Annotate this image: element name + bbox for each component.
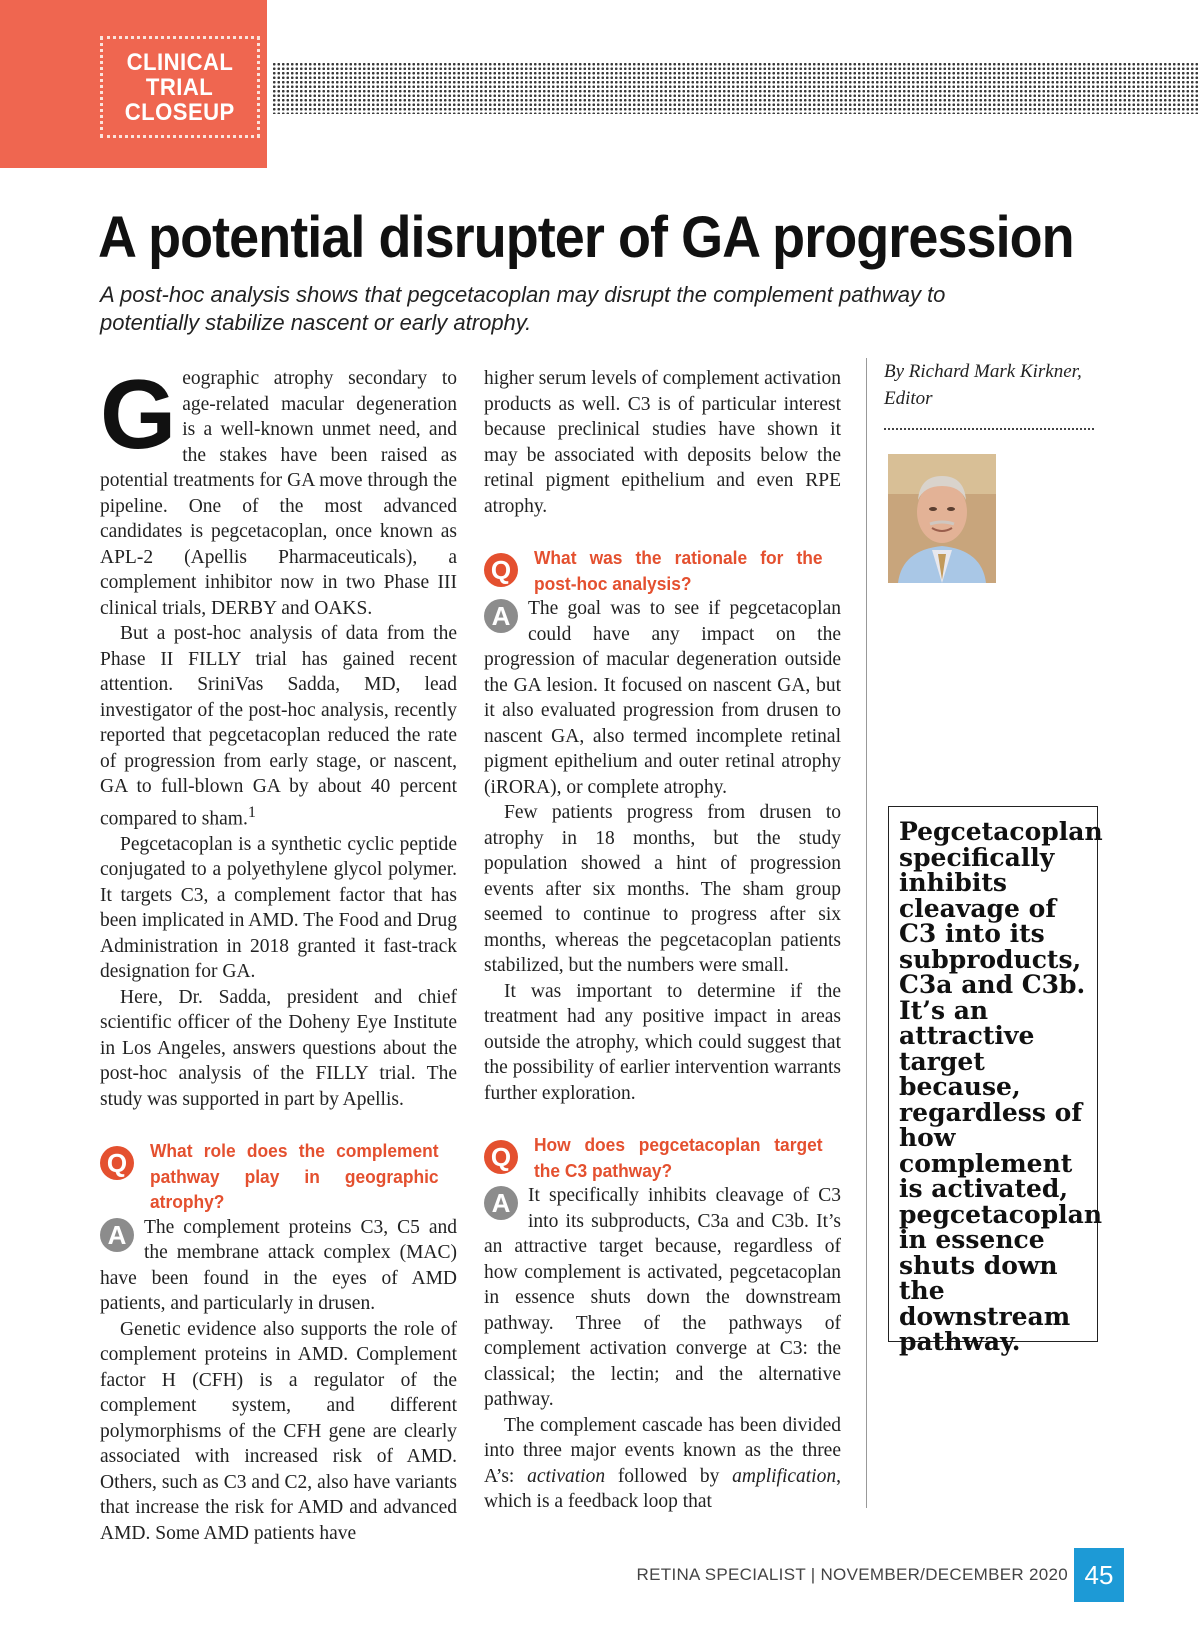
body-paragraph: Genetic evidence also supports the role of complement proteins in AMD. Complement factor H (CFH) is a regulator of the complement system, and different polymorphisms of the CFH gene are clearly associated with increased risk of AMD. Others, such as C3 and C2, also have variants that increase the risk for AMD and advanced AMD. Some AMD patients have <box>100 1318 457 1544</box>
answer-paragraph: A It specifically inhibits cleavage of C3 into its subproducts, C3a and C3b. It’s an attractive target because, regardless of how complement is activated, pegcetacoplan in essence shuts down the downstream pathway. Three of the pathways of complement activation converge at C3: the classical; the lectin; and the alternative pathway. <box>484 1185 841 1410</box>
body-paragraph: Here, Dr. Sadda, president and chief scientific officer of the Doheny Eye Institute in Los Angeles, answers questions about the post-hoc analysis of the FILLY trial. The study was supported in part by Apellis. <box>100 986 457 1110</box>
question-block <box>484 1132 841 1183</box>
author-byline: By Richard Mark Kirkner, Editor <box>884 361 1082 409</box>
answer-icon: A <box>484 1186 518 1220</box>
intro-paragraph <box>100 359 457 621</box>
section-tag-line2: TRIAL <box>146 73 214 101</box>
question-icon: Q <box>484 553 518 587</box>
column-2 <box>484 366 841 1515</box>
section-tag-frame <box>100 36 260 138</box>
question-text: What was the rationale for the post-hoc analysis? <box>534 547 823 594</box>
body-paragraph: Few patients progress from drusen to atrophy in 18 months, but the study population showed a hint of progression events after six months. The sham group seemed to continue to progress after six months, whereas the pegcetacoplan patients stabilized, but the numbers were small. <box>484 802 841 976</box>
section-tag <box>0 0 267 168</box>
article-deck: A post-hoc analysis shows that pegcetacoplan may disrupt the complement pathway to potentially stabilize nascent or early atrophy. <box>100 282 946 335</box>
column-1 <box>100 359 457 1546</box>
question-text: What role does the complement pathway play in geographic atrophy? <box>150 1140 439 1212</box>
answer-paragraph: A The goal was to see if pegcetacoplan could have any impact on the progression of macular degeneration outside the GA lesion. It focused on nascent GA, but it also evaluated progression from drusen to nascent GA, also termed incomplete retinal pigment epithelium and outer retinal atrophy (iRORA), or complete atrophy. <box>484 598 841 798</box>
body-paragraph: The complement cascade has been divided into three major events known as the three A’s: activation followed by amplification, which is a feedback loop that <box>484 1414 841 1512</box>
question-icon: Q <box>484 1140 518 1174</box>
pull-quote: Pegcetacoplan specifically inhibits cleavage of C3 into its subproducts, C3a and C3b. It’s an attractive target because, regardless of how complement is activated, pegcetacoplan in essence shuts down the downstream pathway. <box>888 806 1098 1342</box>
body-paragraph: But a post-hoc analysis of data from the Phase II FILLY trial has gained recent attention. SriniVas Sadda, MD, lead investigator of the post-hoc analysis, recently reported that pegcetacoplan reduced the rate of progression from early stage, or nascent, GA to full-blown GA by about 40 percent compared to sham.$^1$ <box>100 623 457 829</box>
dot-pattern-band <box>272 62 1198 114</box>
page-number: 45 <box>1074 1548 1124 1602</box>
question-text: How does pegcetacoplan target the C3 pathway? <box>534 1134 823 1181</box>
footnote-ref: 1 <box>247 802 256 821</box>
intro-text: eographic atrophy secondary to age-related macular degeneration is a well-known unmet need, and the stakes have been raised as potential treatments for GA move through the pipeline. One of the most advanced candidates is pegcetacoplan, once known as APL-2 (Apellis Pharmaceuticals), a complement inhibitor now in two Phase III clinical trials, DERBY and OAKS. <box>100 368 457 619</box>
author-portrait-icon <box>888 454 996 583</box>
answer-icon: A <box>100 1218 134 1252</box>
body-paragraph: It was important to determine if the treatment had any positive impact in areas outside the atrophy, which could suggest that the possibility of earlier intervention warrants further exploration. <box>484 980 841 1104</box>
article-headline: A potential disrupter of GA progression <box>98 205 1074 270</box>
footer-publication: RETINA SPECIALIST | NOVEMBER/DECEMBER 2020 <box>636 1565 1068 1584</box>
byline-divider <box>884 428 1094 430</box>
author-photo <box>888 454 996 583</box>
section-tag-line3: CLOSEUP <box>125 98 235 126</box>
body-paragraph: higher serum levels of complement activation products as well. C3 is of particular interest because preclinical studies have shown it may be associated with deposits below the retinal pigment epithelium and even RPE atrophy. <box>484 368 841 517</box>
question-icon: Q <box>100 1146 134 1180</box>
answer-paragraph: A The complement proteins C3, C5 and the membrane attack complex (MAC) have been found in the eyes of AMD patients, and particularly in drusen. <box>100 1216 457 1314</box>
body-paragraph: Pegcetacoplan is a synthetic cyclic peptide conjugated to a polyethylene glycol polymer. It targets C3, a complement factor that has been implicated in AMD. The Food and Drug Administration in 2018 granted it fast-track designation for GA. <box>100 833 457 982</box>
section-tag-line1: CLINICAL <box>126 48 234 76</box>
answer-icon: A <box>484 599 518 633</box>
question-block <box>484 545 841 596</box>
drop-cap: G <box>100 359 177 469</box>
question-block <box>100 1138 457 1215</box>
column-divider <box>866 358 867 1508</box>
